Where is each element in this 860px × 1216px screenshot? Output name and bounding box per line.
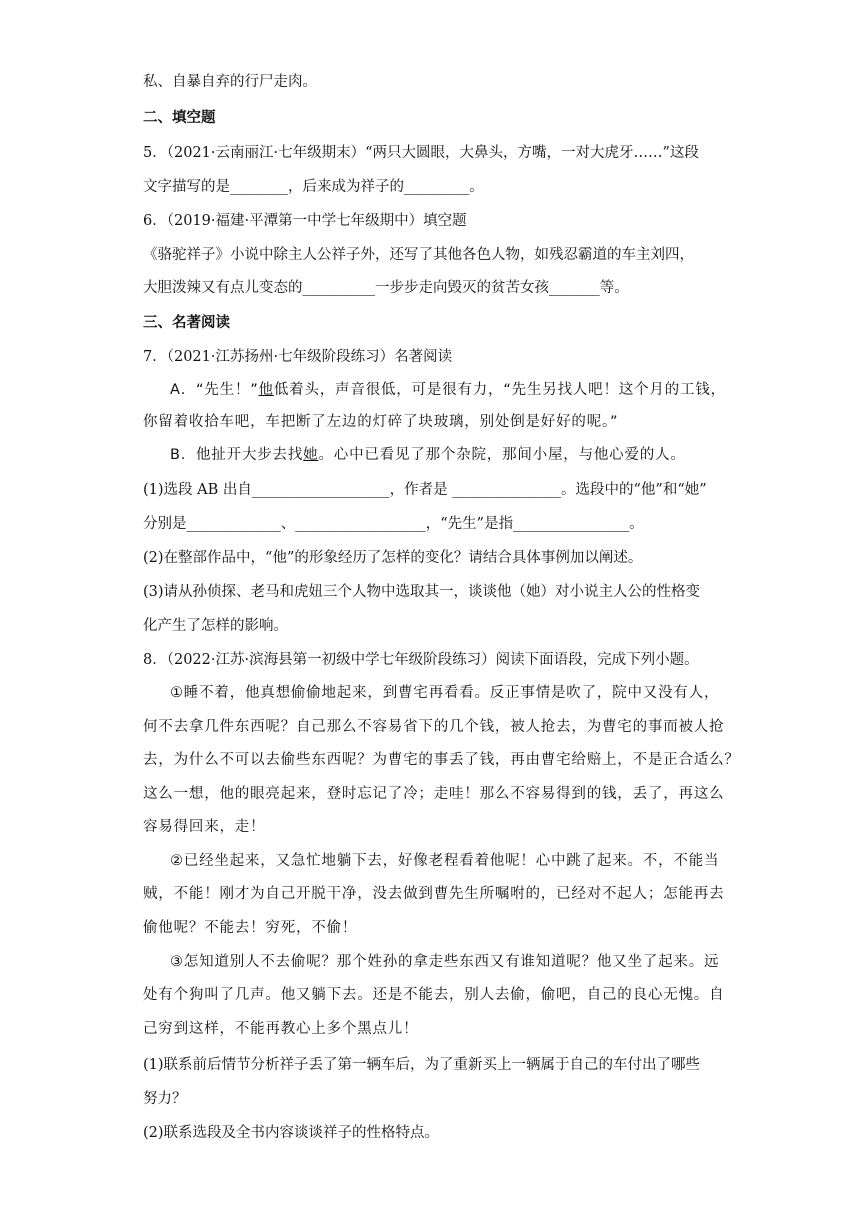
question-7-1-cont: 分别是_____________、__________________，“先生”是指________________。 (143, 516, 644, 532)
section-heading-reading: 三、名著阅读 (143, 315, 230, 331)
passage-para-2-line: 偷他呢？不能去！穷死，不偷！ (143, 920, 358, 936)
passage-b-text: B．他扯开大步去找 (170, 447, 304, 463)
question-7-3-cont: 化产生了怎样的影响。 (143, 618, 288, 634)
text-line: 私、自暴自弃的行尸走肉。 (143, 74, 317, 90)
passage-para-1-line: 何不去拿几件东西呢？自己那么不容易省下的几个钱，被人抢去，为曹宅的事而被人抢 (143, 719, 725, 735)
passage-b-text-2: 。心中已看见了那个杂院，那间小屋，与他心爱的人。 (318, 447, 686, 463)
question-6-body: 《骆驼祥子》小说中除主人公祥子外，还写了其他各色人物，如残忍霸道的车主刘四， (143, 247, 694, 263)
passage-para-2: ②已经坐起来，又急忙地躺下去，好像老程看着他呢！心中跳了起来。不，不能当 (170, 853, 720, 869)
question-7-2: (2)在整部作品中，“他”的形象经历了怎样的变化？请结合具体事例加以阐述。 (143, 550, 643, 566)
passage-para-2-line: 贼，不能！刚才为自己开脱干净，没去做到曹先生所嘱咐的，已经对不起人；怎能再去 (143, 886, 725, 902)
passage-para-1-line: 去，为什么不可以去偷些东西呢？为曹宅的事丢了钱，再由曹宅给赔上，不是正合适么？ (143, 752, 740, 768)
question-7-1: (1)选段 AB 出自___________________，作者是 _______________。选段中的“他”和“她” (143, 482, 707, 498)
passage-para-1: ①睡不着，他真想偷偷地起来，到曹宅再看看。反正事情是吹了，院中又没有人， (170, 685, 720, 701)
passage-b (170, 445, 686, 465)
question-5: 5．（2021·云南丽江·七年级期末）“两只大圆眼，大鼻头，方嘴，一对大虎牙……”这段 (143, 145, 699, 161)
question-6-cont: 大胆泼辣又有点儿变态的__________一步步走向毁灭的贫苦女孩_______等。 (143, 280, 629, 296)
passage-para-3-line: 处有个狗叫了几声。他又躺下去。还是不能去，别人去偷，偷吧，自己的良心无愧。自 (143, 987, 725, 1003)
passage-para-1-line: 这么一想，他的眼亮起来，登时忘记了冷；走哇！那么不容易得到的钱，丢了，再这么 (143, 786, 725, 802)
question-8: 8．（2022·江苏·滨海县第一初级中学七年级阶段练习）阅读下面语段，完成下列小题。 (143, 652, 699, 668)
question-6: 6．（2019·福建·平潭第一中学七年级期中）填空题 (143, 213, 467, 229)
question-7: 7．（2021·江苏扬州·七年级阶段练习）名著阅读 (143, 349, 453, 365)
question-5-cont: 文字描写的是________，后来成为祥子的_________。 (143, 179, 484, 195)
section-heading-fill-blank: 二、填空题 (143, 110, 216, 126)
passage-a-cont: 你留着收拾车吧，车把断了左边的灯碎了块玻璃，别处倒是好好的呢。” (143, 414, 619, 430)
question-8-1: (1)联系前后情节分析祥子丢了第一辆车后，为了重新买上一辆属于自己的车付出了哪些 (143, 1057, 701, 1073)
passage-para-3: ③怎知道别人不去偷呢？那个姓孙的拿走些东西又有谁知道呢？他又坐了起来。远 (170, 954, 720, 970)
passage-a (170, 380, 726, 400)
question-7-3: (3)请从孙侦探、老马和虎妞三个人物中选取其一，谈谈他（她）对小说主人公的性格变 (143, 584, 701, 600)
passage-a-text: A．“先生！” (170, 382, 259, 398)
passage-para-1-line: 容易得回来，走！ (143, 819, 266, 835)
passage-para-3-line: 己穷到这样，不能再教心上多个黑点儿！ (143, 1021, 419, 1037)
question-8-1-cont: 努力？ (143, 1091, 187, 1107)
passage-b-she: 她 (303, 447, 319, 463)
passage-a-text-2: 低着头，声音很低，可是很有力，“先生另找人吧！这个月的工钱， (273, 382, 726, 398)
passage-a-he: 他 (258, 382, 274, 398)
question-8-2: (2)联系选段及全书内容谈谈祥子的性格特点。 (143, 1125, 440, 1141)
